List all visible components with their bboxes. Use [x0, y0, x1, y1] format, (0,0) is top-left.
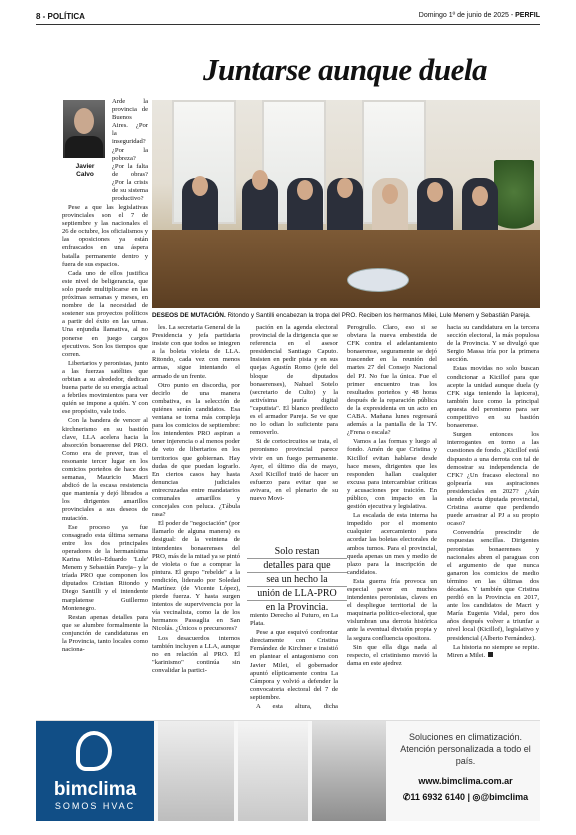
- ad-website[interactable]: www.bimclima.com.ar: [418, 776, 513, 786]
- ad-photo-kitchen: [312, 721, 386, 821]
- edition-date: Domingo 1º de junio de 2025 - PERFIL: [418, 12, 540, 19]
- author-byline: Javier Calvo: [75, 163, 95, 178]
- column-0-top: Arde la provincia de Buenos Aires. ¿Por la inseguridad? ¿Por la pobreza? ¿Por la falta de obras? ¿Por la crisis de su sistema productivo?: [112, 98, 148, 203]
- brand-b-icon: [76, 731, 112, 771]
- column-4: hacia su candidatura en la tercera sección electoral, la más populosa de la Provincia. Y se divulgó que Sergio Massa iría por la primera sección. Estas movidas no solo buscan condicionar a Kicillof para que acepte la unidad aunque duela (y CFK siga teniendo la lapicera), también luce como la principal apuesta del peronismo para ser competitivo en su bastión bonaerense. Surgen entonces los interrogantes en torno a las cuestiones de fondo. ¿Kicillof está dispuesto a una derrota con tal de demostrar su independencia de CFK? ¿Un fracaso electoral no golpearía sus aspiraciones presidenciales en 2027? ¿Aún siendo electa diputada provincial, Cristina asume que perdiendo puede arrastrar al PJ a su propio ocaso? Convendría prescindir de respuestas sencillas. Dirigentes peronistas bonaerenses y nacionales abren el paraguas con el argumento de que nunca ganaron los comicios de medio término en las últimas dos décadas. Y también que Cristina perdió en la Provincia en 2017, ante los candidatos de Macri y María Eugenia Vidal, pero dos años después volver a triunfar a nivel local (Kicillof), legislativo y presidencial (Alberto Fernández). La historia no siempre se repite. Miren a Milei.: [447, 324, 539, 659]
- end-mark: [488, 652, 493, 657]
- photo-caption: DESEOS DE MUTACIÓN. Ritondo y Santilli encabezan la tropa del PRO. Reciben los hermanos Milei, Lule Menem y Sebastián Pareja.: [152, 312, 531, 319]
- column-2-bottom: miento Derecho al Futuro, en La Plata. Pese a que esquivó confrontar directamente con Cristina Fernández de Kirchner e insistió en plantear el antagonismo con Javier Milei, el gobernador apuntó elípticamente contra La Cámpora y volvió a defender la convocatoria electoral del 7 de septiembre. A esta altura, dicha: [250, 612, 338, 710]
- paper-name: PERFIL: [515, 12, 540, 19]
- pull-quote: Solo restan detalles para que sea un hecho la unión de LLA-PRO en la Provincia.: [247, 545, 347, 614]
- ad-contact: ✆11 6932 6140 | ◎@bimclima: [402, 792, 529, 802]
- column-0: Pese a que las legislativas provinciales son el 7 de septiembre y las nacionales el 26 de octubre, los oficialismos y las oposiciones ya están enfrascados en una áspera batalla permanente dentro y fuera de sus espacios. Cada uno de ellos justifica este nivel de beligerancia, que solo puede multiplicarse en las próximas semanas y meses, en nombre de la necesidad de sostener sus proyectos políticos a partir del éxito en las urnas. Una enjundia llamativa, al no ponerse en juego cargos ejecutivos. Son los tiempos que corren. Libertarios y peronistas, junto a las fuerzas satélites que orbitan a su alrededor, dedican buena parte de su energía actual a febriles movimientos para ver quién se impone a quién. Y con ese propósito, vale todo. Con la bandera de vencer al kirchnerismo en su bastión clave, LLA acelera hacia la absorción bonaerense del PRO. Como era de prever, tras el resonante tercer lugar en los comicios porteños de hace dos semanas, Mauricio Macri abdicó de la escasa resistencia que mantenía y dejó librados a los dirigentes amarillos provinciales a sus deseos de mutación. Ese proceso ya fue consagrado esta última semana entre los dos principales operadores de la hermanísima Karina Milei–Eduardo 'Lule' Menem y Sebastián Pareja– y la tríada PRO que componen los diputados Cristian Ritondo y Diego Santilli y el intendente marplatense Guillermo Montenegro. Restan apenas detalles para que se alumbre formalmente la conjunción de candidaturas en la Provincia, tanto locales como naciona-: [62, 204, 148, 654]
- headline: Juntarse aunque duela: [202, 52, 488, 87]
- column-3: Perogrullo. Claro, eso si se obviara la nueva embestida de CFK contra el adelantamiento bonaerense, seguramente se dejó trascender en la reunión del martes 27 del Consejo Nacional del PJ. No fue la única. Fue el primer encuentro tras los resultados porteños y 48 horas después de la reparación pública de la expresidenta en un acto en CABA. Mañana lunes regresará además a la pantalla de la TV. ¿Frena o escala? Vamos a las formas y luego al fondo. Amén de que Cristina y Kicillof evitan hablarse desde hace meses, dirigentes que les responden hallan cualquier excusa para intercambiar críticas y acusaciones por traición. En público, con impacto en la gestión ejecutiva y legislativa. La escalada de esta interna ha impedido por el momento cualquier acercamiento para acordar las boletas electorales de ambos turnos. Para el provincial, queda apenas un mes y medio de plazo para la inscripción de candidatos. Esta guerra fría provoca un especial pavor en muchos intendentes peronistas, claves en el despliegue territorial de la maquinaria político-electoral, que vislumbran una derrota histórica ante la eventual división propia y la segura confluencia opositora. Sin que ella diga nada al respecto, el cristinismo movió la dama en este ajedrez: [347, 324, 437, 667]
- ad-logo: bimclima SOMOS HVAC: [36, 721, 154, 821]
- ad-photo-unit: [238, 721, 308, 821]
- column-1: les. La secretaria General de la Presidencia y jefa partidaria insiste con que todos se integren a la boleta violeta de LLA. Ritondo, cada vez con menos armas, sigue intentando el armado de un frente. Otro punto en discordia, por decirlo de una manera combativa, es la selección de quiénes serán candidatos. Esa ventana se torna más compleja para los comicios de septiembre: los intendentes PRO aspiran a tener injerencia o al menos poder de veto de libertarios en los territorios que gobiernan. Hay dudas de que puedan lograrlo. En ciertos casos hay hasta denuncias judiciales entrecruzadas entre mandatarios comunales amarillos y concejales con peluca. ¿Tábula rasa? El poder de "negociación" (por llamarlo de alguna manera) es desigual: de la veintena de intendentes bonaerenses del PRO, más de la mitad ya se pintó de violeta o fue a comprar la pintura. El grupo "rebelde" a la rendición, liderado por Soledad Martínez (de Vicente López), pierde fuerza. Y hasta surgen intentos de supervivencia por la vía vecinalista, como la de los hermanos Passaglia en San Nicolás. ¿Únicos o precursores? Los desacuerdos internos también incluyen a LLA, aunque no en relación al PRO. El "karinismo" continúa sin convalidar la partici-: [152, 324, 240, 674]
- column-2-top: pación en la agenda electoral provincial de la dirigencia que se referencia en el asesor presidencial Santiago Caputo. Insisten en pedir pista y en sus quejas Agustín Romo (jefe del bloque de diputados bonaerenses), Nahuel Sotelo (secretario de Culto) y la activísima jauría digital "caputista". El blanco predilecto es el armador Pareja. Se ve que no lo odian lo suficiente para removerlo. Si de cortocircuitos se trata, el peronismo provincial parece vivir en un fuego permanente. Ayer, el último día de mayo, Axel Kicillof trató de hacer un esfuerzo para evitar que se avivara, en el plenario de su nuevo Movi-: [250, 324, 338, 502]
- ad-text: Soluciones en climatización. Atención personalizada a todo el país. www.bimclima.com.ar ✆11 6932 6140 | ◎@bimclima: [391, 731, 540, 803]
- advertisement[interactable]: [36, 720, 540, 821]
- author-photo: [63, 100, 105, 158]
- news-photo: [152, 100, 540, 308]
- section-label: 8 - POLÍTICA: [36, 12, 85, 21]
- ad-photo-room: [158, 721, 234, 821]
- page-header: [36, 10, 540, 25]
